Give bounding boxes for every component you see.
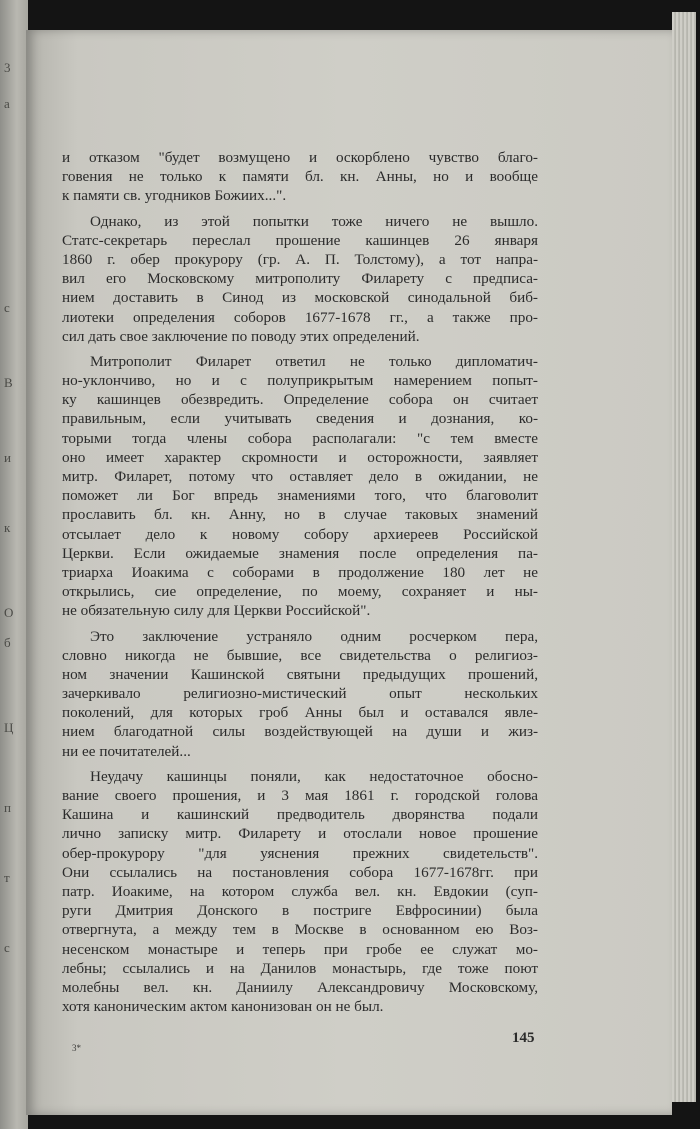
fragment: 3 — [4, 60, 11, 75]
text-line: торыми тогда члены собора располагали: "с тем вместе — [62, 429, 538, 447]
text-line: но-уклончиво, но и с полуприкрытым намерением попыт- — [62, 372, 538, 390]
fragment: с — [4, 300, 10, 315]
text-line: лебны; ссылались и на Данилов монастырь, где тоже поют — [62, 959, 538, 977]
text-line: 1860 г. обер прокурору (гр. А. П. Толстому), а тот напра- — [62, 250, 538, 268]
text-line: триарха Иоакима с соборами в продолжение 180 лет не — [62, 563, 538, 581]
text-line: Однако, из этой попытки тоже ничего не вышло. — [90, 212, 538, 230]
text-line: правильным, если учитывать сведения и дознания, ко- — [62, 410, 538, 428]
paragraph — [62, 627, 538, 761]
text-line: обер-прокурору "для уяснения прежних свидетельств". — [62, 844, 538, 862]
text-line: Неудачу кашинцы поняли, как недостаточное обосно- — [90, 767, 538, 785]
previous-page-text-fragments — [0, 0, 28, 1129]
text-line: Церкви. Если ожидаемые знамения после определения па- — [62, 544, 538, 562]
text-line: оно имеет характер скромности и осторожности, заявляет — [62, 448, 538, 466]
fragment: к — [4, 520, 11, 535]
book-page — [26, 30, 672, 1115]
fragment: О — [4, 605, 14, 620]
text-line: митр. Филарет, потому что оставляет дело в ожидании, не — [62, 468, 538, 485]
text-line: отвергнута, а между тем в Москве в основанном ею Воз- — [62, 921, 538, 939]
text-line: Митрополит Филарет ответил не только дипломатич- — [90, 352, 538, 370]
text-line: нием благодатной силы воздействующей на души и жиз- — [62, 723, 538, 741]
text-line: Это заключение устраняло одним росчерком пера, — [90, 627, 538, 645]
text-line: открылись, сие определение, по моему, сохраняет и ны- — [62, 583, 538, 601]
text-line: вание своего прошения, и 3 мая 1861 г. городской голова — [62, 787, 538, 804]
text-line: к памяти св. угодников Божиих...". — [62, 187, 287, 205]
signature-mark: 3* — [72, 1043, 81, 1053]
text-line: молебны вел. кн. Даниилу Александровичу Московскому, — [62, 978, 538, 996]
text-line: патр. Иоакиме, на котором служба вел. кн. Евдокии (суп- — [62, 882, 538, 900]
text-line: отсылает дело к новому собору архиереев Российской — [62, 525, 538, 543]
text-line: сил дать свое заключение по поводу этих определений. — [62, 327, 420, 345]
fragment: Ц — [4, 720, 14, 735]
text-line: поможет ли Бог впредь знамениями того, что благоволит — [62, 487, 538, 505]
text-line: Кашина и кашинский предводитель дворянства подали — [62, 806, 538, 824]
text-line: руги Дмитрия Донского в постриге Евфросинии) была — [62, 902, 538, 920]
body-text — [62, 148, 538, 1022]
paragraph — [62, 212, 538, 346]
paragraph — [62, 352, 538, 621]
page-stack-edge — [672, 12, 696, 1102]
fragment: и — [4, 450, 11, 465]
text-line: не обязательную силу для Церкви Российской". — [62, 602, 371, 620]
paragraph — [62, 767, 538, 1016]
text-line: Они ссылались на постановления собора 1677-1678гг. при — [62, 863, 538, 881]
text-line: ку кашинцев обезвредить. Определение собора он считает — [62, 391, 538, 409]
text-line: лично записку митр. Филарету и отослали новое прошение — [62, 825, 538, 843]
fragment: б — [4, 635, 11, 650]
text-line: прославить бл. кн. Анну, но в случае таковых знамений — [62, 506, 538, 524]
fragment: т — [4, 870, 10, 885]
fragment: п — [4, 800, 11, 815]
fragment: а — [4, 96, 10, 111]
text-line: говения не только к памяти бл. кн. Анны, но и вообще — [62, 168, 538, 186]
fragment: с — [4, 940, 10, 955]
text-line: поколений, для которых гроб Анны был и оставался явле- — [62, 704, 538, 722]
text-line: Статс-секретарь переслал прошение кашинцев 26 января — [62, 231, 538, 249]
text-line: несенском монастыре и теперь при гробе ее служат мо- — [62, 940, 538, 958]
text-line: словно никогда не бывшие, все свидетельства о религиоз- — [62, 646, 538, 664]
text-line: хотя каноническим актом канонизован он не был. — [62, 998, 384, 1016]
text-line: зачеркивало религиозно-мистический опыт нескольких — [62, 685, 538, 703]
text-line: вил его Московскому митрополиту Филарету с предписа- — [62, 270, 538, 288]
text-line: ном значении Кашинской святыни предыдущих прошений, — [62, 665, 538, 683]
paragraph — [62, 148, 538, 206]
text-line: и отказом "будет возмущено и оскорблено чувство благо- — [62, 149, 538, 166]
text-line: лиотеки определения соборов 1677-1678 гг., а также про- — [62, 308, 538, 326]
fragment: В — [4, 375, 13, 390]
text-line: нием доставить в Синод из московской синодальной биб- — [62, 289, 538, 307]
text-line: ни ее почитателей... — [62, 742, 191, 760]
page-number: 145 — [512, 1030, 535, 1046]
